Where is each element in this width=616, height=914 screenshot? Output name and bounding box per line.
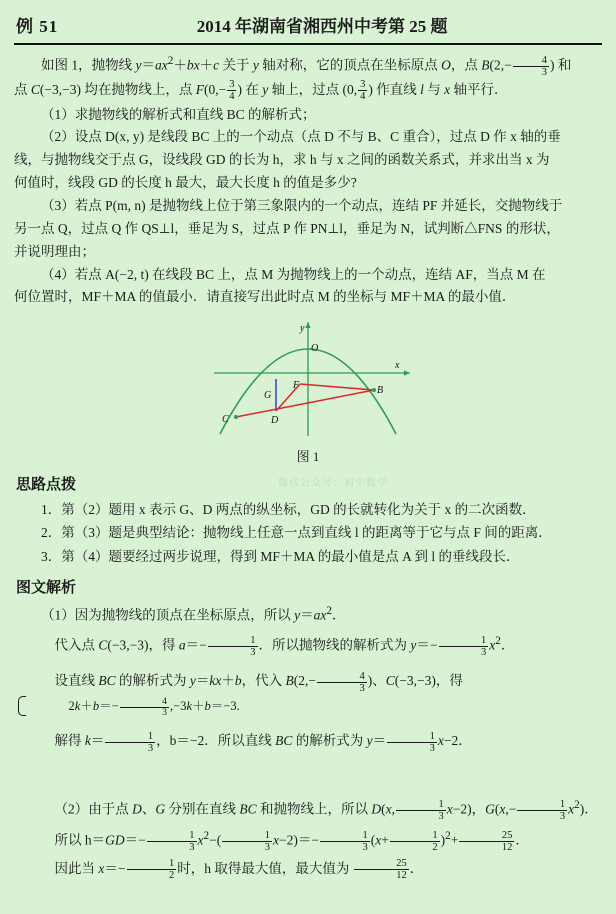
x-axis-arrow (404, 371, 410, 376)
point-b-dot (372, 388, 376, 392)
hint-item: 1．第（2）题用 x 表示 G、D 两点的纵坐标，GD 的长就转化为关于 x 的二次函数． (41, 502, 536, 518)
figure-label-O: O (311, 343, 319, 355)
page-title: 2014 年湖南省湘西州中考第 25 题 (196, 17, 448, 36)
solution-step-4: 解得 k＝ $\frac{1}{3}$ ，b＝−2．所以直线 BC 的解析式为 y＝ $\frac{1}{3}$ x−2． (54, 730, 472, 754)
spacer (14, 759, 602, 775)
solution-step-7: 因此当 x＝− $\frac{1}{2}$ 时，h 取得最大值，最大值为 $\frac{25}{12}$ ． (54, 858, 424, 882)
hints-heading: 思路点拨 (16, 477, 77, 494)
solution-step-1: （1）因为抛物线的顶点在坐标原点，所以 $y=ax^2$． (41, 604, 346, 623)
solution-step-6: 所以 h＝GD＝− $\frac{1}{3}$ $x^2-$( $\frac{1}{3}$ x−2)＝− $\frac{1}{3}$ (x+ $\frac{1}{2}$ )$^2$+ $\frac{25}{12}$ ． (54, 829, 529, 853)
hints-list (14, 498, 602, 568)
hint-item: 3．第（4）题要经过两步说理，得到 MF＋MA 的最小值是点 A 到 l 的垂线段长． (41, 548, 520, 564)
problem-q2-line1: （2）设点 D(x, y) 是线段 BC 上的一个动点（点 D 不与 B、C 重合），过点 D 作 x 轴的垂 (41, 129, 561, 145)
problem-q3-line1: （3）若点 P(m, n) 是抛物线上位于第三象限内的一个动点，连结 PF 并延长，交抛物线于 (41, 197, 563, 213)
problem-intro-line1: 如图 1，抛物线 $y=ax^2+bx+c$ 关于 y 轴对称，它的顶点在坐标原点 O，点 B(2,− $\frac{4}{3}$ ) 和 (41, 54, 572, 78)
figure-label-C: C (222, 414, 229, 426)
problem-q4-line2: 何位置时，MF＋MA 的值最小．请直接写出此时点 M 的坐标与 MF＋MA 的最小值． (14, 289, 516, 305)
solution-step-2: 代入点 C(−3,−3)，得 a＝− $\frac{1}{3}$ ．所以抛物线的解析式为 y＝− $\frac{1}{3}$ $x^2$． (54, 635, 515, 659)
figure-label-x: x (395, 360, 400, 372)
problem-q3-line3: 并说明理由； (14, 243, 95, 259)
solution-heading: 图文解析 (16, 579, 77, 596)
equation-system: 2k＋b＝− $\frac{4}{3}$ ,−3k＋b＝−3. (16, 694, 240, 718)
figure-caption: 图 1 (296, 449, 320, 465)
page-header (14, 10, 602, 43)
figure-label-F: F (293, 380, 300, 392)
solution-step-5: （2）由于点 D、G 分别在直线 BC 和抛物线上，所以 D(x, $\frac{1}{3}$ x−2)，G(x,− $\frac{1}{3}$ $x^2$)． (54, 798, 598, 822)
spacer (14, 775, 602, 791)
figure-label-B: B (377, 385, 384, 397)
problem-q1: （1）求抛物线的解析式和直线 BC 的解析式； (41, 106, 316, 122)
segment-cb (236, 390, 374, 417)
figure-1 (14, 316, 602, 465)
problem-intro-line2: 点 C(−3,−3) 均在抛物线上，点 F(0,− $\frac{3}{4}$ ) 在 y 轴上，过点 (0, $\frac{3}{4}$ ) 作直线 l 与 x 轴平行． (14, 79, 508, 103)
problem-q3-line2: 另一点 Q，过点 Q 作 QS⊥l，垂足为 S，过点 P 作 PN⊥l，垂足为 N，试判断△FNS 的形状， (14, 220, 560, 236)
problem-q2-line3: 何值时，线段 GD 的长度 h 最大，最大长度 h 的值是多少? (14, 175, 357, 191)
solution-step-3: 设直线 BC 的解析式为 y＝kx＋b，代入 B(2,− $\frac{4}{3}$ )、C(−3,−3)，得2k＋b＝− $\frac{4}{3}$ ,−3k＋b＝−3. (14, 670, 602, 718)
header-divider (14, 43, 602, 45)
y-axis-arrow (305, 322, 310, 328)
intro-text-a: 如图 1，抛物线 (41, 57, 136, 73)
hint-item: 2．第（3）题是典型结论：抛物线上任意一点到直线 l 的距离等于它与点 F 间的距离． (41, 525, 552, 541)
point-c-dot (234, 415, 238, 419)
example-label: 例 51 (16, 17, 59, 36)
problem-q2-line2: 线，与抛物线交于点 G，设线段 GD 的长为 h，求 h 与 x 之间的函数关系式，并求出当 x 为 (14, 152, 550, 168)
figure-label-D: D (271, 415, 279, 427)
figure-1-graph (178, 316, 438, 441)
problem-q4-line1: （4）若点 A(−2, t) 在线段 BC 上，点 M 为抛物线上的一个动点，连结 AF，当点 M 在 (41, 266, 546, 282)
figure-label-G: G (264, 390, 272, 402)
segment-fb (300, 384, 374, 390)
watermark-text: 微信公众号：初中数学 (278, 478, 388, 489)
figure-label-y: y (300, 323, 305, 335)
